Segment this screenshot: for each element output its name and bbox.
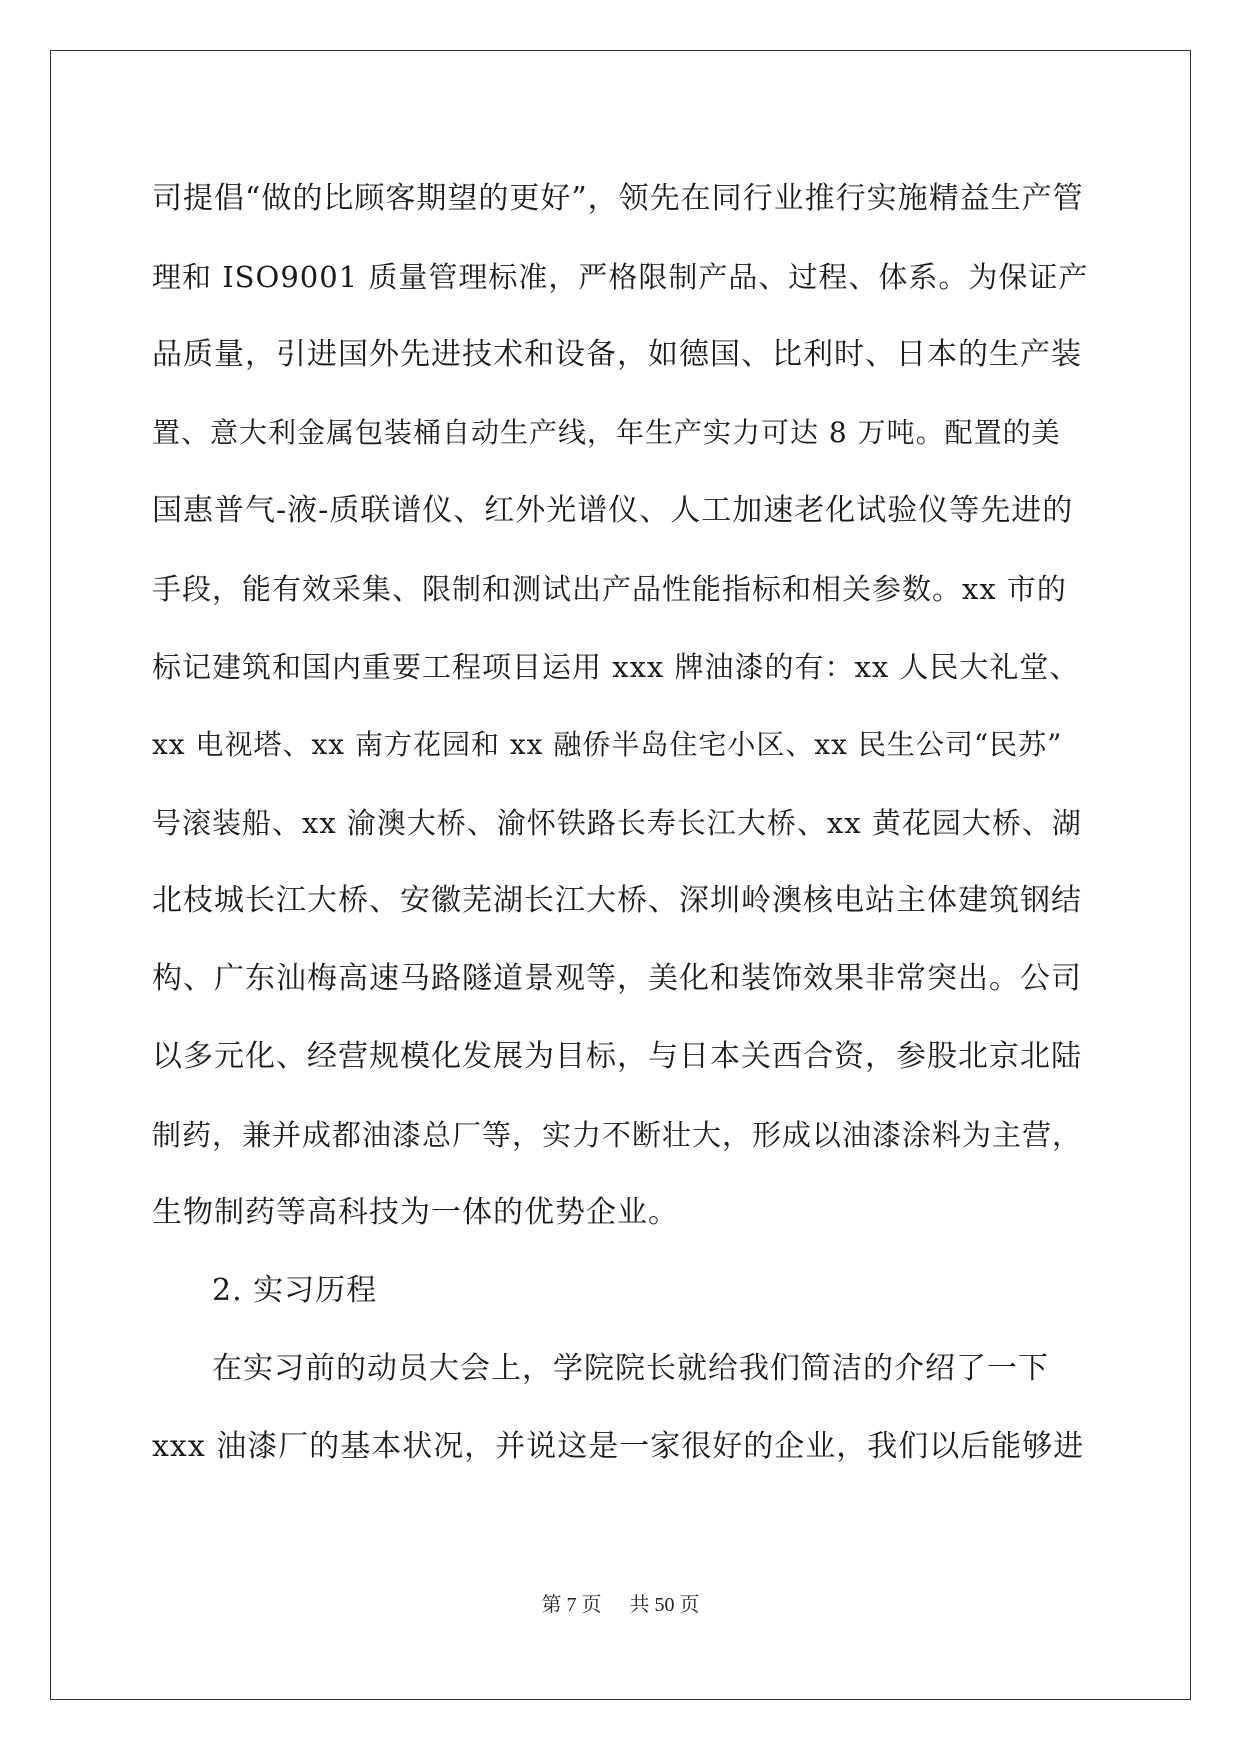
section-heading: 2. 实习历程 — [212, 1273, 378, 1308]
paragraph-line: 号滚装船、xx 渝澳大桥、渝怀铁路长寿长江大桥、xx 黄花园大桥、湖 — [152, 806, 1082, 840]
paragraph-line: 构、广东汕梅高速马路隧道景观等，美化和装饰效果非常突出。公司 — [152, 961, 1082, 996]
paragraph-line: xxx 油漆厂的基本状况，并说这是一家很好的企业，我们以后能够进 — [152, 1429, 1085, 1464]
paragraph-line: 国惠普气-液-质联谱仪、红外光谱仪、人工加速老化试验仪等先进的 — [152, 493, 1074, 528]
paragraph-line: 北枝城长江大桥、安徽芜湖长江大桥、深圳岭澳核电站主体建筑钢结 — [152, 883, 1082, 918]
paragraph-line: 手段，能有效采集、限制和测试出产品性能指标和相关参数。xx 市的 — [152, 572, 1067, 606]
paragraph-line: 品质量，引进国外先进技术和设备，如德国、比利时、日本的生产装 — [152, 337, 1082, 372]
page-footer — [0, 1588, 1241, 1617]
paragraph-line: 司提倡“做的比顾客期望的更好”，领先在同行业推行实施精益生产管 — [152, 181, 1084, 216]
paragraph-line: xx 电视塔、xx 南方花园和 xx 融侨半岛住宅小区、xx 民生公司“民苏” — [152, 728, 1063, 761]
paragraph-line: 生物制药等高科技为一体的优势企业。 — [152, 1195, 679, 1230]
paragraph-line: 制药，兼并成都油漆总厂等，实力不断壮大，形成以油漆涂料为主营， — [152, 1118, 1083, 1152]
paragraph-line: 以多元化、经营规模化发展为目标，与日本关西合资，参股北京北陆 — [152, 1039, 1082, 1074]
page-number: 第 7 页 — [541, 1594, 602, 1616]
paragraph-line: 标记建筑和国内重要工程项目运用 xxx 牌油漆的有：xx 人民大礼堂、 — [152, 650, 1080, 684]
paragraph-line: 理和 ISO9001 质量管理标准，严格限制产品、过程、体系。为保证产 — [152, 260, 1089, 294]
page-total: 共 50 页 — [629, 1594, 700, 1616]
paragraph-line: 在实习前的动员大会上，学院院长就给我们简洁的介绍了一下 — [212, 1351, 1049, 1386]
paragraph-line: 置、意大利金属包装桶自动生产线，年生产实力可达 8 万吨。配置的美 — [152, 416, 1061, 449]
document-body — [152, 160, 1087, 1486]
